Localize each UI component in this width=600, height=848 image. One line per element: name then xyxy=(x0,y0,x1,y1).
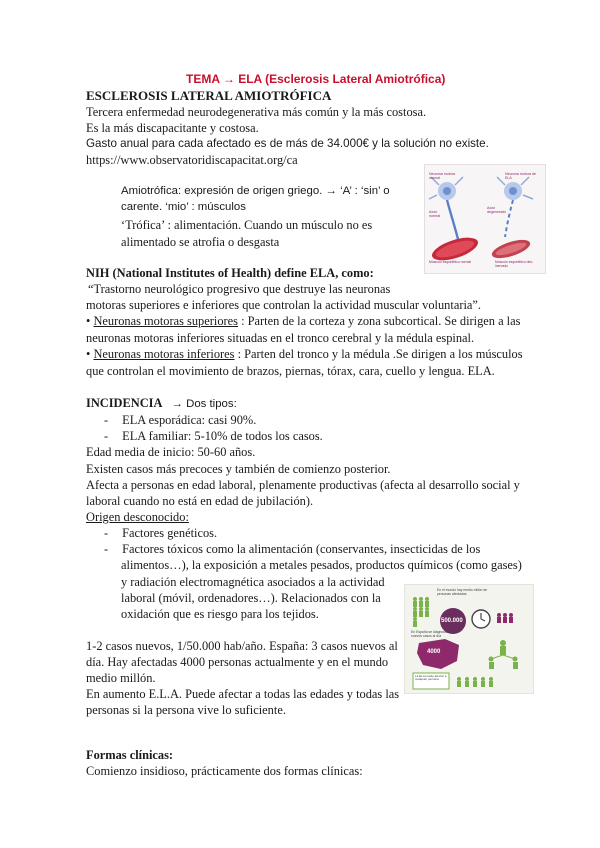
etymology-line-2: carente. ‘mio’ : músculos xyxy=(121,201,246,213)
label-neuron-normal: Neurona motora normal xyxy=(429,172,455,180)
infographic-caption-spain: En España se diagnostican 3 nuevos casos al día xyxy=(411,630,455,638)
cases-line-3: medio millón. xyxy=(86,671,156,685)
factor-toxic-line-1: Factores tóxicos como la alimentación (conservantes, insecticidas de los xyxy=(122,542,481,556)
bullet-icon: • xyxy=(86,347,94,361)
neuron-illustration-graphic xyxy=(425,165,545,273)
factor-toxic-line-5: oxidación que es riesgo para los tejidos. xyxy=(121,607,319,621)
lower-motor-neurons-line-2: que controlan el movimiento de brazos, piernas, tórax, cara, cuello y lengua. ELA. xyxy=(86,364,495,378)
upper-motor-neurons-line-1 xyxy=(86,315,520,327)
lower-motor-neurons-desc: : Parten del tronco y la médula .Se dirigen a los músculos xyxy=(237,347,523,361)
etymology-line-4: alimentado se atrofia o desgasta xyxy=(121,235,280,249)
list-item: - Factores tóxicos como la alimentación (conservantes, insecticidas de los xyxy=(104,542,481,556)
bullet-icon: • xyxy=(86,314,94,328)
intro-line-2: Es la más discapacitante y costosa. xyxy=(86,121,259,135)
age-onset: Edad media de inicio: 50-60 años. xyxy=(86,445,256,459)
infographic-caption-world: En el mundo hay medio millón de personas afectadas xyxy=(437,588,488,596)
work-line-2: laboral cuando no está en edad de jubilación). xyxy=(86,494,314,508)
section-heading-ela: ESCLEROSIS LATERAL AMIOTRÓFICA xyxy=(86,88,332,103)
list-item: - ELA esporádica: casi 90%. xyxy=(104,413,257,427)
label-muscle-normal: Músculo esquelético normal xyxy=(429,260,472,264)
list-item: - Factores genéticos. xyxy=(104,526,218,540)
infographic-big-number: 500.000 xyxy=(441,618,463,624)
etymology-line-1: Amiotrófica: expresión de origen griego. → ‘A’ : ‘sin’ o xyxy=(121,185,390,197)
label-axon-degenerated: Axón degenerado xyxy=(487,206,507,214)
rise-line-1: En aumento E.L.A. Puede afectar a todas las edades y todas las xyxy=(86,687,400,701)
label-muscle-denervated: Músculo esquelético des-inervado xyxy=(495,260,534,268)
incidencia-types-label: → Dos tipos: xyxy=(171,398,237,410)
upper-motor-neurons-desc: : Parten de la corteza y zona subcortical. Se dirigen a las xyxy=(241,314,521,328)
cases-line-2: día. Hay afectadas 4000 personas actualmente y en el mundo xyxy=(86,655,389,669)
nih-quote-line-2: motoras superiores e inferiores que controlan la actividad muscular voluntaria”. xyxy=(86,298,481,312)
formas-heading: Formas clínicas: xyxy=(86,748,174,762)
intro-line-1: Tercera enfermedad neurodegenerativa más común y la más costosa. xyxy=(86,105,427,119)
work-line-1: Afecta a personas en edad laboral, plenamente productivas (afecta al desarrollo social y xyxy=(86,478,520,492)
ela-sporadic: ELA esporádica: casi 90%. xyxy=(122,413,257,427)
upper-motor-neurons-line-2: neuronas motoras inferiores situadas en el tronco cerebral y la médula espinal. xyxy=(86,331,475,345)
incidencia-heading: INCIDENCIA xyxy=(86,396,163,410)
nih-heading: NIH (National Institutes of Health) define ELA, como: xyxy=(86,266,374,280)
lower-motor-neurons-line-1 xyxy=(86,348,523,360)
lower-motor-neurons-term: Neuronas motoras inferiores xyxy=(93,347,235,361)
formas-line-1: Comienzo insidioso, prácticamente dos formas clínicas: xyxy=(86,764,363,778)
intro-line-3: Gasto anual para cada afectado es de más de 34.000€ y la solución no existe. xyxy=(86,137,489,150)
factor-genetic: Factores genéticos. xyxy=(122,526,218,540)
etymology-line-3: ‘Trófica’ : alimentación. Cuando un músculo no es xyxy=(121,218,373,232)
neuron-illustration xyxy=(424,164,546,274)
ela-familial: ELA familiar: 5-10% de todos los casos. xyxy=(122,429,323,443)
factor-toxic-line-4: laboral (móvil, ordenadores…). Relacionados con la xyxy=(121,591,381,605)
rise-line-2: personas si la persona vive lo suficiente. xyxy=(86,703,286,717)
page-title: TEMA → ELA (Esclerosis Lateral Amiotrófica) xyxy=(186,72,446,86)
factor-toxic-line-3: y radiación electromagnética asociados a la actividad xyxy=(121,575,385,589)
nih-quote-line-1: “Trastorno neurológico progresivo que destruye las neuronas xyxy=(88,282,391,296)
infographic-caption-bottom: La ELA puede afectar a cualquier persona xyxy=(415,674,447,682)
label-axon-normal: Axón normal xyxy=(429,210,440,218)
ela-statistics-infographic xyxy=(404,584,534,694)
infographic-spain-number: 4000 xyxy=(427,649,441,655)
factor-toxic-line-2: alimentos…), la exposición a metales pesados, productos químicos (como gases) xyxy=(121,558,522,572)
list-item: - ELA familiar: 5-10% de todos los casos. xyxy=(104,429,323,443)
origin-heading: Origen desconocido: xyxy=(86,510,189,524)
source-link[interactable]: https://www.observatoridiscapacitat.org/ca xyxy=(86,153,298,167)
cases-line-1: 1-2 casos nuevos, 1/50.000 hab/año. España: 3 casos nuevos al xyxy=(86,639,398,653)
upper-motor-neurons-term: Neuronas motoras superiores xyxy=(93,314,238,328)
label-neuron-ela: Neurona motora de ELA xyxy=(505,172,536,180)
early-cases: Existen casos más precoces y también de comienzo posterior. xyxy=(86,462,391,476)
incidencia-heading-line xyxy=(86,397,237,410)
